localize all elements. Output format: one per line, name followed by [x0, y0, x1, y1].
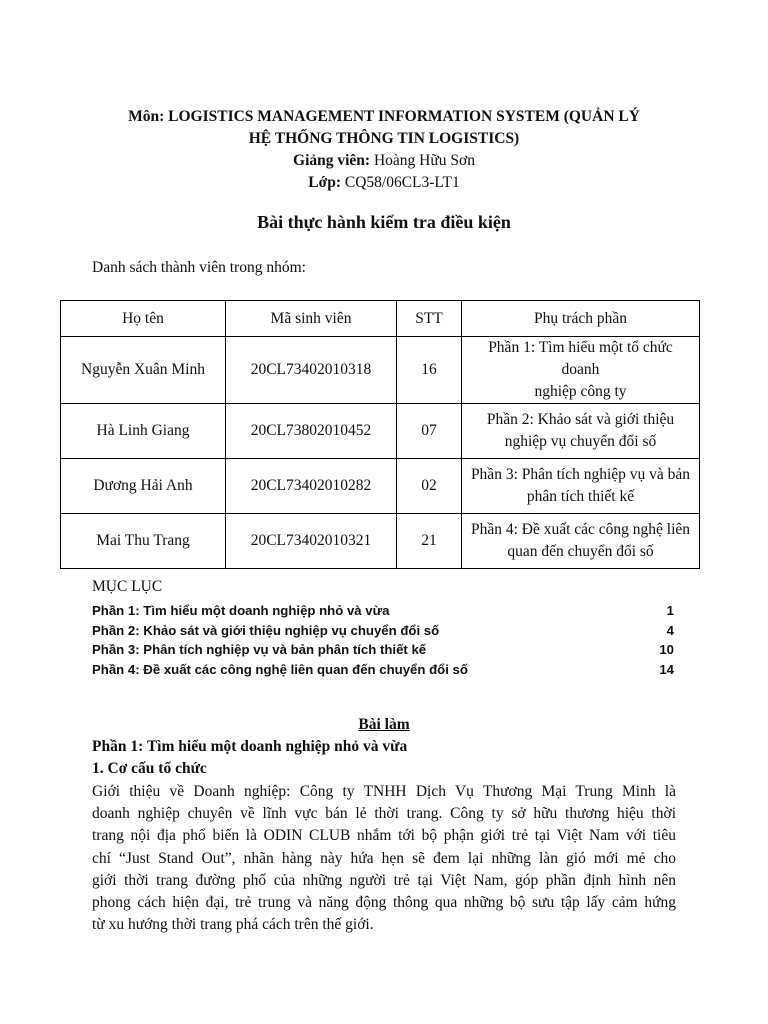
subject-line-1	[60, 106, 708, 128]
table-row	[61, 337, 700, 404]
member-task-line-2: quan đến chuyển đổi số	[507, 543, 654, 560]
member-task-line-1: Phần 4: Đề xuất các công nghệ liên	[470, 521, 691, 538]
table-header-row	[61, 301, 700, 337]
column-header-student-id: Mã sinh viên	[226, 301, 397, 337]
paragraph-line: doanh nghiệp chuyên về lĩnh vực bán lẻ thời trang. Công ty sở hữu thương hiệu thời	[92, 805, 676, 823]
class-value: CQ58/06CL3-LT1	[344, 174, 460, 191]
member-student-id: 20CL73802010452	[226, 404, 397, 459]
member-name: Hà Linh Giang	[61, 404, 226, 459]
paragraph-line: từ xu hướng thời trang phá cách trên thế giới.	[92, 916, 374, 934]
work-title: Bài làm	[358, 716, 410, 733]
member-task-line-2: nghiệp vụ chuyển đổi số	[504, 433, 657, 450]
members-table	[60, 300, 700, 569]
lecturer-name: Hoàng Hữu Sơn	[373, 152, 475, 169]
member-task-line-2: nghiệp công ty	[534, 383, 627, 400]
table-row	[61, 459, 700, 514]
member-task-line-2: phân tích thiết kế	[526, 488, 635, 505]
paragraph-line: Giới thiệu về Doanh nghiệp: Công ty TNHH Dịch Vụ Thương Mại Trung Minh là	[92, 783, 676, 800]
column-header-task: Phụ trách phần	[462, 301, 700, 337]
toc-entry-label: Phần 2: Khảo sát và giới thiệu nghiệp vụ chuyển đổi số	[92, 622, 440, 638]
paragraph-line: trang nội địa phổ biến là ODIN CLUB nhắm tới bộ phận giới trẻ tại Việt Nam với tiêu	[92, 827, 676, 845]
subject-name-part-1: LOGISTICS MANAGEMENT INFORMATION SYSTEM (QUẢN LÝ	[168, 108, 640, 125]
member-task	[462, 404, 700, 459]
lecturer-label: Giảng viên:	[293, 152, 371, 169]
body-paragraph	[92, 781, 676, 936]
toc-entry-page: 14	[659, 661, 674, 677]
subject-line-2: HỆ THỐNG THÔNG TIN LOGISTICS)	[248, 130, 520, 147]
subsection-title: 1. Cơ cấu tổ chức	[92, 760, 207, 777]
member-task-line-1: Phần 1: Tìm hiểu một tổ chức doanh	[488, 339, 673, 378]
member-student-id: 20CL73402010318	[226, 337, 397, 404]
toc-entry-label: Phần 4: Đề xuất các công nghệ liên quan đến chuyển đổi số	[92, 661, 468, 677]
toc-entry-label: Phần 3: Phân tích nghiệp vụ và bản phân tích thiết kế	[92, 642, 427, 658]
group-members-caption: Danh sách thành viên trong nhóm:	[92, 259, 306, 276]
member-name: Dương Hải Anh	[61, 459, 226, 514]
member-stt: 02	[397, 459, 462, 514]
member-task	[462, 514, 700, 569]
member-task	[462, 459, 700, 514]
member-task-line-1: Phần 2: Khảo sát và giới thiệu	[486, 411, 675, 428]
member-student-id: 20CL73402010321	[226, 514, 397, 569]
column-header-stt: STT	[397, 301, 462, 337]
table-of-contents	[92, 601, 674, 679]
member-name: Mai Thu Trang	[61, 514, 226, 569]
toc-entry-page: 1	[666, 603, 674, 618]
toc-entry-label: Phần 1: Tìm hiểu một doanh nghiệp nhỏ và vừa	[92, 603, 390, 618]
member-stt: 07	[397, 404, 462, 459]
member-name: Nguyễn Xuân Minh	[61, 337, 226, 404]
paragraph-line: chí “Just Stand Out”, nhãn hàng này hứa hẹn sẽ đem lại những làn gió mới mẻ cho	[92, 849, 676, 867]
toc-entry[interactable]	[92, 640, 674, 660]
class-label: Lớp:	[308, 174, 341, 191]
toc-entry[interactable]	[92, 621, 674, 641]
toc-entry[interactable]	[92, 601, 674, 621]
course-header	[60, 106, 708, 194]
toc-title: MỤC LỤC	[92, 578, 163, 595]
section-title: Phần 1: Tìm hiểu một doanh nghiệp nhỏ và vừa	[92, 738, 408, 755]
document-title: Bài thực hành kiểm tra điều kiện	[257, 212, 511, 232]
lecturer-line	[60, 150, 708, 172]
member-stt: 21	[397, 514, 462, 569]
paragraph-line: phong cách hiện đại, trẻ trung và năng động thông qua những bộ sưu tập lấy cảm hứng	[92, 894, 676, 912]
paragraph-line: giới thời trang đường phố của những người trẻ tại Việt Nam, góp phần định hình nên	[92, 871, 676, 889]
column-header-name: Họ tên	[61, 301, 226, 337]
class-line	[60, 172, 708, 194]
toc-entry-page: 4	[666, 622, 674, 638]
member-student-id: 20CL73402010282	[226, 459, 397, 514]
member-task	[462, 337, 700, 404]
toc-entry[interactable]	[92, 660, 674, 680]
subject-label: Môn:	[128, 108, 165, 125]
member-task-line-1: Phần 3: Phân tích nghiệp vụ và bản	[470, 466, 691, 483]
table-row	[61, 404, 700, 459]
table-row	[61, 514, 700, 569]
toc-entry-page: 10	[659, 642, 674, 658]
member-stt: 16	[397, 337, 462, 404]
